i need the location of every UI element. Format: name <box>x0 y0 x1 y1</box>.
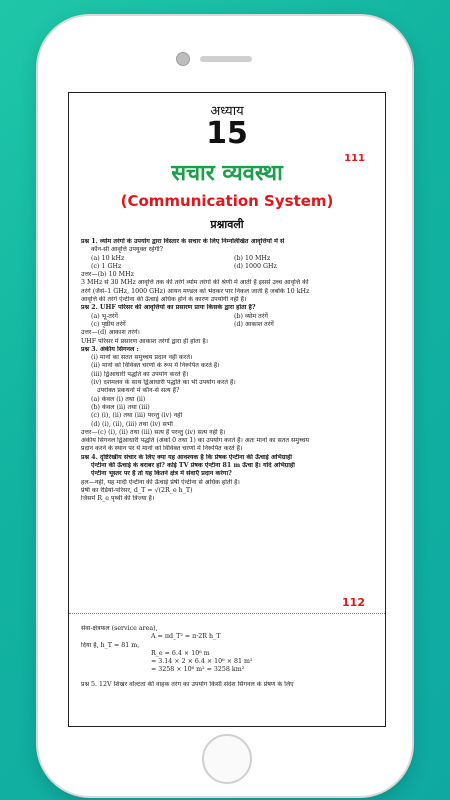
text-line: 3 MHz से 30 MHz आवृत्ति तक की तरंगें व्योम तरंगों की श्रेणी में आती हैं इससे उच्च आवृत्ति की <box>81 279 309 287</box>
solution-line: हल—नहीं, यह मादी ऐन्टीना की ऊँचाई प्रेषी ऐन्टीना से अधिक होती है। <box>81 478 240 486</box>
option: (a) भू-तरंगें <box>91 312 118 320</box>
page-number: 111 <box>344 153 365 164</box>
statement-line: (iv) दशमलव के साथ द्विआधारी पद्धति का भी उपयोग करते हैं। <box>91 379 236 387</box>
page-divider <box>69 613 385 614</box>
page-body <box>81 238 377 504</box>
text-line: सेवा-क्षेत्रफल (service area), <box>81 625 158 632</box>
answer-line: उत्तर—(d) आकाश तरंगें। <box>81 329 140 337</box>
question-line: ऐन्टीना की ऊँचाई के बराबर हो? कोई TV प्रेषक ऐन्टीना 81 m ऊँचा है। यदि अभिग्राही <box>91 462 295 470</box>
option: (b) केवल (ii) तथा (iii) <box>91 403 150 411</box>
earpiece-speaker <box>200 56 252 62</box>
text-line: दिया है, h_T = 81 m, <box>81 641 140 649</box>
front-camera <box>176 52 190 66</box>
formula-line: A = πd_T² = π·2R h_T <box>151 633 221 641</box>
question-line: प्रश्न 2. UHF परिसर की आवृत्तियों का प्रसारण प्रायः किसके द्वारा होता है? <box>81 304 256 312</box>
statement-line: (ii) मानों को विविक्त चरणों के रूप में निरूपित करते हैं। <box>91 362 220 370</box>
phone-frame <box>38 16 412 796</box>
option: (d) आकाश तरंगें <box>234 320 274 328</box>
section-heading: प्रश्नावली <box>210 218 244 231</box>
text-line: आवृत्ति की तरंगें ऐन्टीना की ऊँचाई अधिक होने के कारण उपयोगी नहीं हैं। <box>81 296 247 304</box>
option: (b) व्योम तरंगें <box>234 312 268 320</box>
solution-line: जिसमें R_e पृथ्वी की त्रिज्या है। <box>81 495 155 503</box>
option: (a) केवल (i) तथा (ii) <box>91 395 146 403</box>
option: (c) (i), (ii) तथा (iii) परन्तु (iv) नहीं <box>91 412 183 420</box>
option: (c) पृष्ठीय तरंगें <box>91 320 126 328</box>
formula-line: = 3258 × 10⁶ m² = 3258 km² <box>151 666 245 674</box>
text-line: तरंगें (जैसे–1 GHz, 1000 GHz) आयन मण्डल को भेदकर पार निकल जाती हैं जबकि 10 kHz <box>81 287 310 295</box>
question-line: ऐन्टीना भूस्तर पर है तो यह कितने क्षेत्र में सेवाएँ प्रदान करेगा? <box>91 470 232 478</box>
question-line: प्रश्न 4. दृष्टिरेखीय संचार के लिए क्या यह आवश्यक है कि प्रेषक ऐन्टीना की ऊँचाई अभिग्राही <box>81 453 292 461</box>
question-line: प्रश्न 5. 12V शिखर वोल्टता की वाहक तरंग का उपयोग किसी संदेश सिगनल के प्रेषण के लिए <box>81 680 294 688</box>
formula-line: R_e = 6.4 × 10⁶ m <box>151 649 210 657</box>
question-line: प्रश्न 1. व्योम तरंगों के उपयोग द्वारा विस्तार के सचार के लिए निम्नलिखित आवृत्तियों में से <box>81 238 285 245</box>
home-button[interactable] <box>202 734 252 784</box>
text-line: UHF परिसर में प्रसारण आकाश तरंगों द्वारा ही होता है। <box>81 337 209 345</box>
answer-line: उत्तर—(b) 10 MHz <box>81 271 134 279</box>
options-row <box>81 263 377 271</box>
text-line: अंकीय सिगनल द्विआधारी पद्धति (अंकों 0 तथा 1) का उपयोग करते हैं। अतः मानों का सतत समुच्चय <box>81 437 310 445</box>
solution-line: प्रेषी का रेडियो-परिसर, d_T = √(2R_e h_T) <box>81 486 193 494</box>
option: (a) 10 kHz <box>91 254 125 262</box>
chapter-label: अध्याय <box>210 104 244 119</box>
option: (b) 10 MHz <box>234 254 271 262</box>
statement-line: (i) मानों का सतत समुच्चय प्रदान नहीं करते। <box>91 354 193 362</box>
question-line: प्रश्न 3. अंकीय सिगनल : <box>81 345 139 353</box>
options-row <box>81 255 377 263</box>
options-row <box>81 321 377 329</box>
option: (d) 1000 GHz <box>234 262 277 270</box>
answer-line: उत्तर—(c) (i), (ii) तथा (iii) सत्य हैं परन्तु (iv) सत्य नहीं है। <box>81 428 226 436</box>
page-112-body <box>81 625 377 689</box>
question-line: कौन-सी आवृत्ति उपयुक्त रहेगी? <box>91 246 164 254</box>
document-viewer[interactable] <box>68 92 386 727</box>
chapter-title-english: (Communication System) <box>120 192 334 210</box>
statement-line: (iii) द्विआधारी पद्धति का उपयोग करते हैं। <box>91 370 189 378</box>
statement-line: उपरोक्त प्रकथनों में कौन-से सत्य हैं? <box>97 387 180 395</box>
options-row <box>81 313 377 321</box>
page-number: 112 <box>342 596 365 609</box>
text-line: प्रदान करने के स्थान पर ये मानों को विविक्त चरणों में निरूपित करते हैं। <box>81 445 243 453</box>
formula-line: = 3.14 × 2 × 6.4 × 10⁶ × 81 m² <box>151 658 253 666</box>
option: (d) (i), (ii), (iii) तथा (iv) सभी <box>91 420 173 428</box>
chapter-title-hindi: सचार व्यवस्था <box>171 160 283 186</box>
chapter-number: 15 <box>206 116 248 151</box>
option: (c) 1 GHz <box>91 262 122 270</box>
